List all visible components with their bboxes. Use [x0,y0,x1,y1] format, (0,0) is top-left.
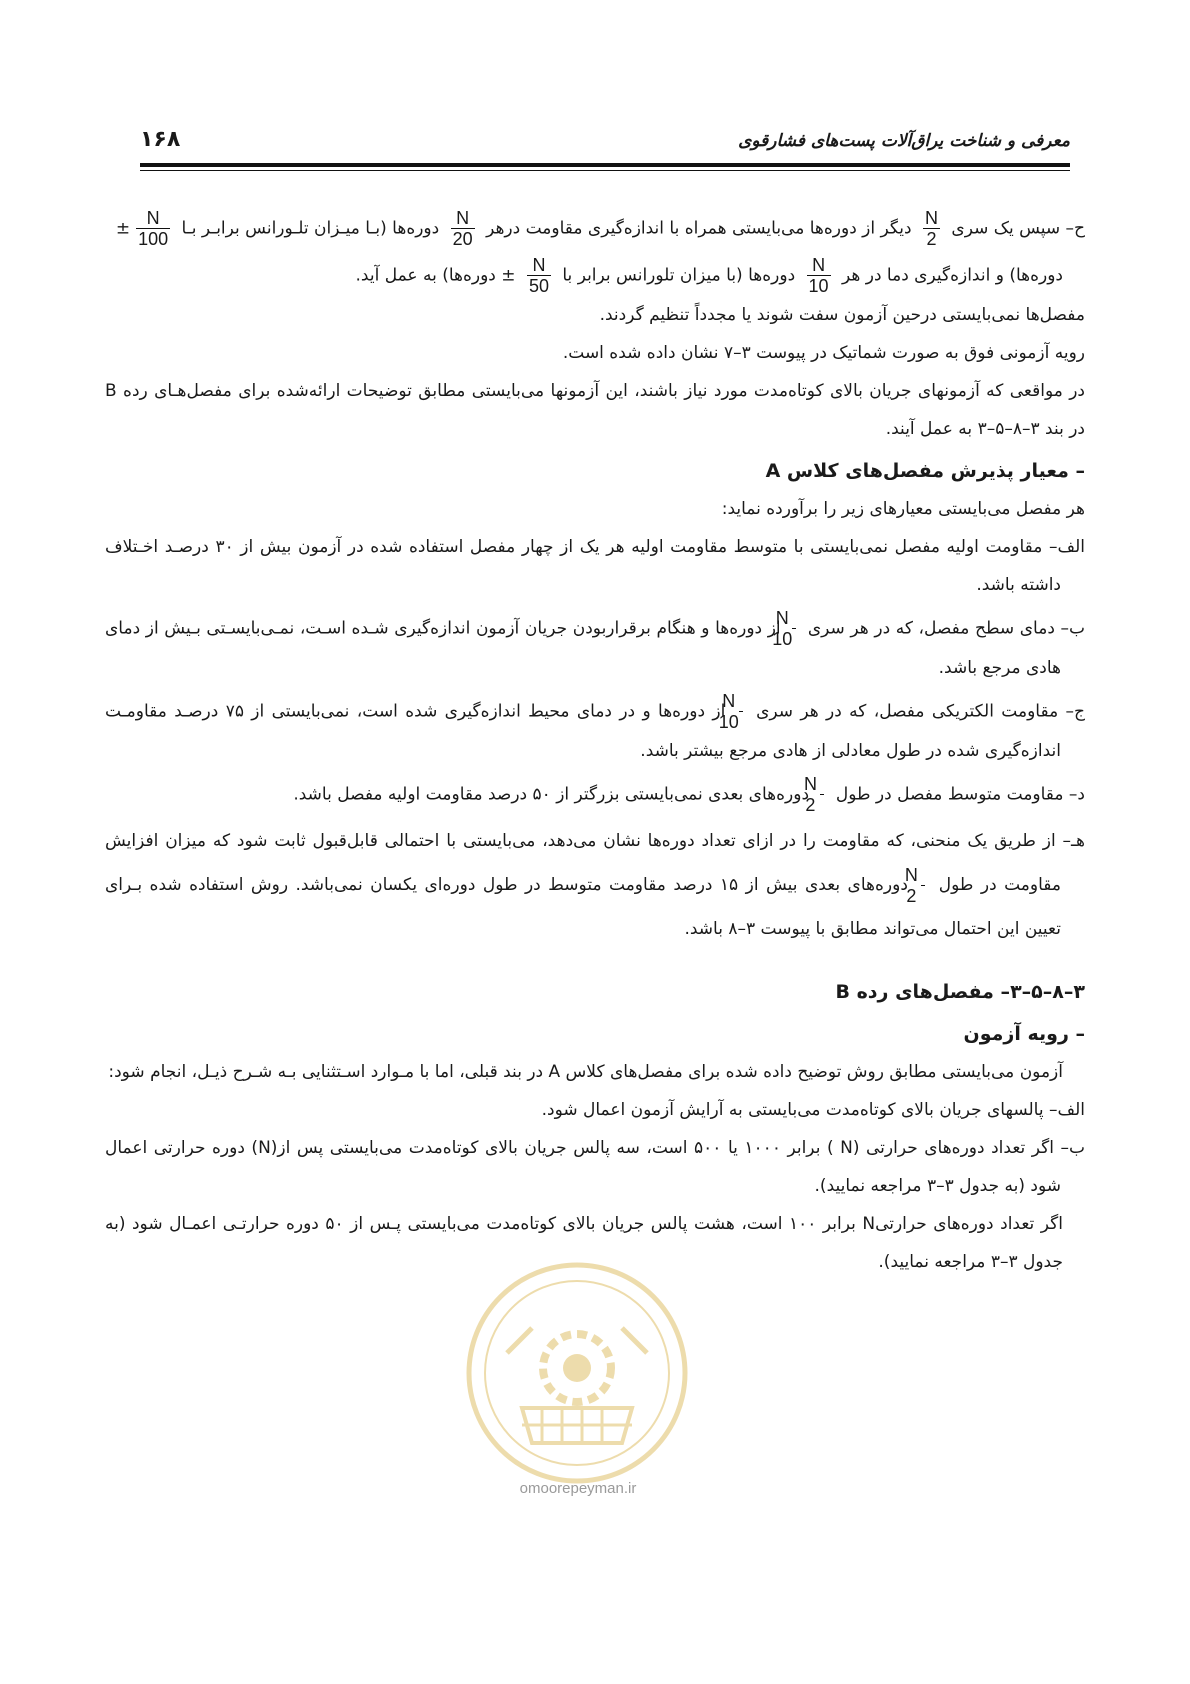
subheading-test-procedure: – رویه آزمون [963,1023,1085,1045]
fraction-numerator: N [136,208,170,229]
paragraph: ب– اگر تعداد دوره‌های حرارتی (N ) برابر ۱۰۰۰ یا ۵۰۰ است، سه پالس جریان بالای کوتاه‌مدت می‌بایستی پس از(N) دوره حرارتی اعمال شود (به جدول ۳–۳ مراجعه نمایید). [105,1138,1085,1196]
text-span: ب– دمای سطح مفصل، که در هر سری [807,618,1086,639]
fraction [718,691,743,732]
fraction [803,774,824,815]
running-title: معرفی و شناخت یراق‌آلات پست‌های فشارقوی [738,131,1070,151]
fraction-denominator: 10 [718,712,739,732]
paragraph: هر مفصل می‌بایستی معیارهای زیر را برآورده نماید: [721,499,1085,519]
fraction-numerator: N [807,255,831,276]
text-span: دوره‌ها (بـا میـزان تلـورانس برابـر بـا [181,218,440,239]
fraction [923,208,940,249]
paragraph: در مواقعی که آزمونهای جریان بالای کوتاه‌مدت مورد نیاز باشند، این آزمونها می‌بایستی مطابق توضیحات ارائه‌شده برای مفصل‌هـای رده B در بند ۳–۸–۵–۳ به عمل آیند. [105,381,1085,439]
watermark-seal-icon [462,1258,692,1488]
section-heading-class-a: – معیار پذیرش مفصل‌های کلاس A [765,460,1085,482]
section-heading-class-b: ۳–۸–۵–۳– مفصل‌های رده B [835,981,1085,1003]
criterion-jim [105,691,1085,770]
fraction [772,608,796,649]
fraction-denominator: 20 [452,229,473,249]
fraction-denominator: 2 [906,885,917,906]
criterion-be [105,608,1085,687]
fraction [451,208,475,249]
fraction-denominator: 10 [808,276,829,296]
text-span: ± دوره‌ها) به عمل آید. [355,265,516,286]
text-span: دوره‌های بعدی بیش از ۱۵ درصد مقاومت متوسط در طول دوره‌ای یکسان نمی‌باشد. روش استفاده شده بـرای تعیین این احتمال می‌تواند مطابق با پیوست ۳–۸ باشد. [105,875,1061,939]
fraction-numerator: N [924,208,938,228]
header-rule-thin [140,170,1070,171]
text-span: د– مقاومت متوسط مفصل در طول [835,784,1085,805]
text-span: از دوره‌ها و هنگام برقراربودن جریان آزمون اندازه‌گیری شـده اسـت، نمـی‌بایسـتی بـیش از دمای هادی مرجع باشد. [105,618,1061,678]
fraction-denominator: 2 [926,229,937,249]
body-text [105,208,1085,1281]
text-span: دوره‌ها) و اندازه‌گیری دما در هر [841,265,1063,286]
fraction-denominator: 50 [528,276,549,296]
fraction-numerator: N [921,865,925,886]
paragraph: الف– پالسهای جریان بالای کوتاه‌مدت می‌بایستی به آرایش آزمون اعمال شود. [541,1100,1085,1120]
paragraph: آزمون می‌بایستی مطابق روش توضیح داده شده برای مفصل‌های کلاس A در بند قبلی، اما با مـوارد اسـتثنایی بـه شـرح ذیـل، انجام شود: [108,1062,1063,1082]
page-header [140,127,1070,163]
text-span: ح– سپس یک سری [951,218,1085,239]
watermark-url: omoorepeyman.ir [519,1480,637,1497]
paragraph: مفصل‌ها نمی‌بایستی درحین آزمون سفت شوند یا مجدداً تنظیم گردند. [599,305,1085,325]
text-span: دیگر از دوره‌ها می‌بایستی همراه با اندازه‌گیری مقاومت درهر [486,218,912,239]
paragraph-h-item [105,208,1085,249]
criterion-dal [105,774,1085,815]
spacer [105,951,1085,969]
paragraph: رویه آزمونی فوق به صورت شماتیک در پیوست ۳–۷ نشان داده شده است. [562,343,1085,363]
paragraph-h-cont [105,255,1085,296]
text-span: هـ– از طریق یک منحنی، که مقاومت را در ازای تعداد دوره‌ها نشان می‌دهد، می‌بایستی با احتمالی قابل‌قبول ثابت شود که میزان افزایش مقاومت در طول [105,831,1085,895]
fraction-numerator: N [792,608,796,629]
text-span: دوره‌ها (با میزان تلورانس برابر با [562,265,796,286]
fraction-numerator: N [527,255,551,276]
text-span: ج– مقاومت الکتریکی مفصل، که در هر سری [756,701,1086,722]
fraction-denominator: 100 [138,229,169,249]
page-number: ۱۶۸ [140,127,181,152]
paragraph: اگر تعداد دوره‌های حرارتیN برابر ۱۰۰ است، هشت پالس جریان بالای کوتاه‌مدت می‌بایستی پـس از ۵۰ دوره حرارتـی اعمـال شود (به جدول ۳–۳ مراجعه نمایید). [105,1214,1063,1272]
fraction [136,208,170,249]
fraction-denominator: 2 [805,795,816,815]
criterion-alef: الف– مقاومت اولیه مفصل نمی‌بایستی با متوسط مقاومت اولیه هر یک از چهار مفصل استفاده شده در آزمون بیش از ۳۰ درصـد اخـتلاف داشته باشد. [105,537,1085,595]
fraction [807,255,831,296]
fraction-numerator: N [451,208,475,229]
fraction-numerator: N [820,774,824,795]
header-rule-thick [140,163,1070,167]
plus-minus: ± [115,218,131,239]
text-span: از دوره‌ها و در دمای محیط اندازه‌گیری شده است، نمی‌بایستی از ۷۵ درصـد مقاومـت اندازه‌گیری شده در طول معادلی از هادی مرجع بیشتر باشد. [105,701,1061,761]
fraction [527,255,551,296]
text-span: دوره‌های بعدی نمی‌بایستی بزرگتر از ۵۰ درصد مقاومت اولیه مفصل باشد. [293,784,810,805]
criterion-he [105,819,1085,951]
fraction-denominator: 10 [772,629,793,649]
fraction-numerator: N [739,691,743,712]
fraction [904,864,925,906]
